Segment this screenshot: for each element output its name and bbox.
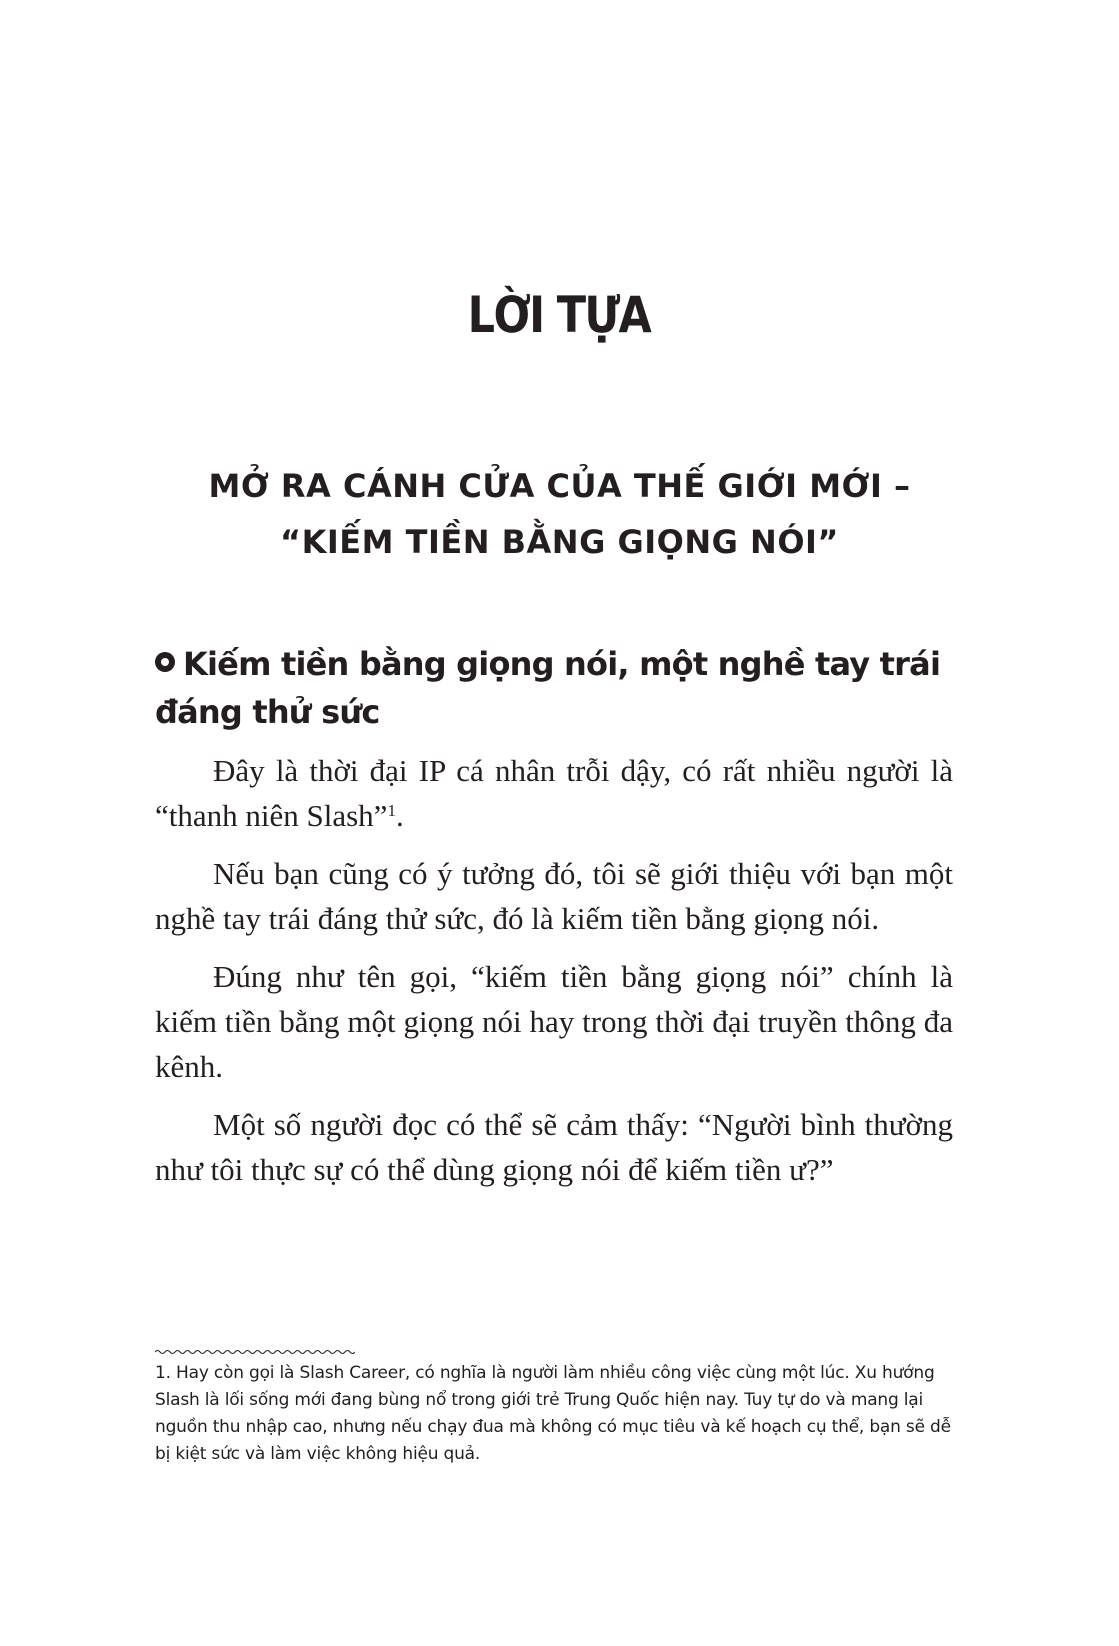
paragraph-1-end: . xyxy=(395,798,404,833)
bullet-circle-icon xyxy=(155,652,175,672)
paragraph-1 xyxy=(155,748,953,838)
paragraph-1-text: Đây là thời đại IP cá nhân trỗi dậy, có rất nhiều người là “thanh niên Slash” xyxy=(155,753,953,833)
section-heading-text: Kiếm tiền bằng giọng nói, một nghề tay trái đáng thử sức xyxy=(155,645,941,731)
footnote: 1. Hay còn gọi là Slash Career, có nghĩa là người làm nhiều công việc cùng một lúc. Xu hướng Slash là lối sống mới đang bùng nổ trong giới trẻ Trung Quốc hiện nay. Tuy tự do và mang lại nguồn thu nhập cao, nhưng nếu chạy đua mà không có mục tiêu và kế hoạch cụ thể, bạn sẽ dễ bị kiệt sức và làm việc không hiệu quả. xyxy=(155,1363,951,1464)
footnote-reference: 1 xyxy=(387,801,396,820)
paragraph-4: Một số người đọc có thể sẽ cảm thấy: “Người bình thường như tôi thực sự có thể dùng giọng nói để kiếm tiền ư?” xyxy=(155,1107,953,1187)
body-text xyxy=(155,748,953,1205)
paragraph-3: Đúng như tên gọi, “kiếm tiền bằng giọng nói” chính là kiếm tiền bằng một giọng nói hay trong thời đại truyền thông đa kênh. xyxy=(155,959,953,1084)
footnote-separator xyxy=(155,1348,355,1356)
footnote-separator-wave xyxy=(155,1351,355,1354)
subtitle-line-1: MỞ RA CÁNH CỬA CỦA THẾ GIỚI MỚI – xyxy=(208,467,911,505)
chapter-title: LỜI TỰA xyxy=(467,286,651,344)
paragraph-2: Nếu bạn cũng có ý tưởng đó, tôi sẽ giới thiệu với bạn một nghề tay trái đáng thử sức, đó là kiếm tiền bằng giọng nói. xyxy=(155,856,953,936)
subtitle-line-2: “KIẾM TIỀN BẰNG GIỌNG NÓI” xyxy=(280,523,839,561)
chapter-subtitle xyxy=(0,458,1119,570)
section-heading xyxy=(155,640,955,736)
